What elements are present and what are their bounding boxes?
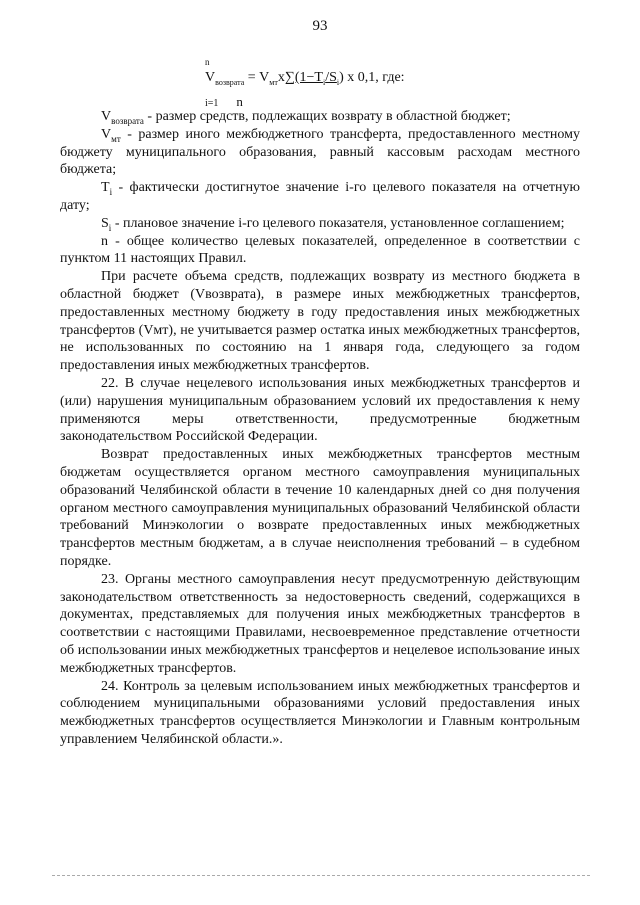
formula-lhs-sub: возврата [215, 77, 245, 87]
definition-v-vozvrata [60, 108, 580, 126]
definition-subscript: i [109, 186, 113, 197]
sum-lower-index: i=1 [205, 98, 219, 109]
definition-symbol: T [101, 180, 110, 196]
definition-n [60, 233, 580, 269]
paragraph-24: 24. Контроль за целевым использованием иных межбюджетных трансфертов и соблюдением муниципальными образованиями условий предоставления иных межбюджетных трансфертов осуществляется Минэкологии и Главным контрольным управлением Челябинской области.». [60, 678, 580, 747]
formula-sum [285, 70, 339, 85]
definition-t-i [60, 179, 580, 215]
document-body [60, 108, 580, 749]
page-number: 93 [312, 18, 328, 34]
page-bottom-rule [52, 875, 590, 876]
definition-s-i [60, 215, 580, 233]
formula-slash: /S [325, 70, 337, 85]
definition-subscript: мт [111, 133, 121, 144]
definition-text: - плановое значение i-го целевого показателя, установленное соглашением; [111, 215, 565, 231]
definition-symbol: V [101, 126, 112, 142]
paragraph-calculation-note: При расчете объема средств, подлежащих возврату из местного бюджета в областной бюджет (Vвозврата), в размере иных межбюджетных трансфертов, предоставленных местному бюджету в году предоставления иных межбюджетных трансфертов (Vмт), не учитывается размер остатка иных межбюджетных трансфертов, не использованных по состоянию на 1 января года, следующего за годом предоставления иных межбюджетных трансфертов. [60, 269, 580, 374]
sum-lower-limit [205, 95, 243, 109]
definition-symbol: n [101, 233, 108, 249]
paragraph-22: 22. В случае нецелевого использования иных межбюджетных трансфертов и (или) нарушения муниципальным образованием условий их предоставления к нему применяются меры ответственности, предусмотренные бюджетным законодательством Российской Федерации. [60, 375, 580, 445]
definition-subscript: i [108, 222, 112, 233]
formula-si-sub: i [336, 77, 340, 87]
formula-ti-sub: i [322, 77, 326, 87]
formula-times: x [277, 70, 285, 85]
formula-lhs: V [205, 70, 216, 85]
formula-expression [205, 71, 405, 87]
definition-symbol: V [101, 109, 112, 124]
formula-sum-expr: ∑(1−T [284, 70, 323, 85]
definition-text: - фактически достигнутое значение i-го целевого показателя на отчетную дату; [60, 180, 580, 213]
definition-symbol: S [101, 215, 109, 231]
definition-text: - общее количество целевых показателей, определенное в соответствии с пунктом 11 настоящих Правил. [60, 233, 580, 267]
sum-upper-limit: n [205, 57, 210, 67]
formula-vmt-sub: мт [269, 77, 278, 87]
formula-close: ) [339, 70, 344, 85]
definition-text: - размер иного межбюджетного трансферта, предоставленного местному бюджету муниципального образования, равный кассовым расходам местного бюджета; [60, 126, 580, 178]
formula-tail: x 0,1, где: [343, 70, 405, 85]
sum-lower-n: n [236, 94, 243, 109]
definition-v-mt [60, 126, 580, 179]
formula-equals: = V [244, 70, 270, 85]
paragraph-23: 23. Органы местного самоуправления несут предусмотренную действующим законодательством ответственность за недостоверность сведений, содержащихся в документах, представляемых для получения иных межбюджетных трансфертов в соответствии с настоящими Правилами, несвоевременное представление отчетности об использовании иных межбюджетных трансфертов и нецелевое использование иных межбюджетных трансфертов. [60, 571, 580, 676]
paragraph-refund-procedure: Возврат предоставленных иных межбюджетных трансфертов местным бюджетам осуществляется органом местного самоуправления муниципальных образований Челябинской области в течение 10 календарных дней со дня получения органом местного самоуправления муниципальных образований Челябинской области требований Минэкологии о возврате предоставленных иных межбюджетных трансфертов местным бюджетам, а в случае неисполнения требований – в судебном порядке. [60, 447, 580, 569]
definition-subscript: возврата [111, 115, 144, 126]
definition-text: - размер средств, подлежащих возврату в областной бюджет; [143, 109, 511, 124]
